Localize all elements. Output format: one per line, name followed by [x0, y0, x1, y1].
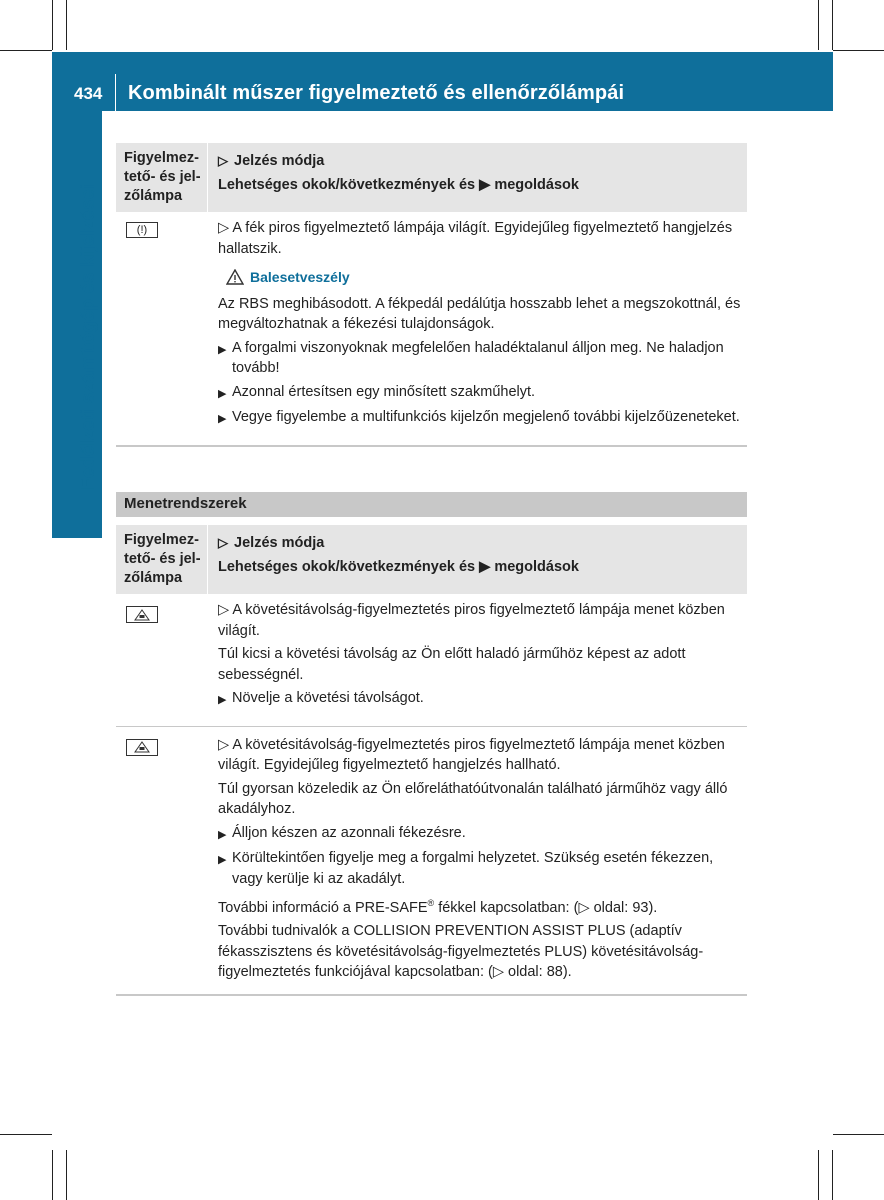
- row-text: Túl gyorsan közeledik az Ön előreláthatóútvonalán található járműhöz vagy álló akadályhoz.: [218, 780, 728, 817]
- header-text: Figyelmez-: [124, 150, 199, 166]
- table-header: [116, 143, 747, 212]
- crop-mark: [832, 1150, 833, 1200]
- bullet-icon: ▶: [218, 694, 227, 706]
- crop-mark: [832, 0, 833, 50]
- page-reference-link[interactable]: További tudnivalók a COLLISION PREVENTION ASSIST PLUS (adaptív fékasszisztens és követésitávolság-figyelmeztetés PLUS) követésitávolság-figyelmeztetés funkciójával kapcsolatban: (▷ oldal: 88).: [218, 923, 704, 981]
- header-text: tető- és jel-: [124, 551, 201, 567]
- header-text: megoldások: [494, 177, 579, 193]
- table-header: [116, 525, 747, 594]
- crop-mark: [0, 1134, 52, 1135]
- header-text: tető- és jel-: [124, 169, 201, 185]
- outline-triangle-icon: ▷: [218, 220, 230, 236]
- table-row: [116, 727, 747, 996]
- header-text: Jelzés módja: [234, 535, 325, 551]
- side-section-label: Fedélzeti számítógép és kijelzései: [78, 183, 99, 490]
- header-divider: [115, 74, 116, 111]
- row-text: A követésitávolság-figyelmeztetés piros figyelmeztető lámpája menet közben világít. Egyidejűleg figyelmeztető hangjelzés hallható.: [218, 736, 725, 773]
- registered-mark: ®: [427, 898, 435, 908]
- filled-triangle-icon: ▶: [479, 559, 491, 575]
- crop-mark: [52, 0, 53, 50]
- row-text: Az RBS meghibásodott. A fékpedál pedálútja hosszabb lehet a megszokottnál, és megváltozhatnak a fékezési tulajdonságok.: [218, 295, 741, 332]
- bullet-icon: ▶: [218, 387, 227, 400]
- bullet-text: Körültekintően figyelje meg a forgalmi helyzetet. Szükség esetén fékezzen, vagy kerülje ki az akadályt.: [232, 850, 714, 887]
- bullet-icon: ▶: [218, 828, 227, 841]
- page-reference-link[interactable]: fékkel kapcsolatban: (▷ oldal: 93).: [434, 899, 658, 916]
- crop-mark: [818, 1150, 819, 1200]
- table-row: [116, 594, 747, 727]
- crop-mark: [52, 1150, 53, 1200]
- bullet-icon: ▶: [218, 854, 227, 866]
- crop-mark: [833, 1134, 884, 1135]
- crop-mark: [818, 0, 819, 50]
- brake-warning-icon: (!): [126, 222, 158, 238]
- section-heading: Menetrendszerek: [116, 492, 747, 517]
- row-text: A fék piros figyelmeztető lámpája világít. Egyidejűleg figyelmeztető hangjelzés hallatszik.: [218, 220, 733, 257]
- header-text: zőlámpa: [124, 570, 183, 586]
- header-text: Lehetséges okok/következmények és: [218, 559, 476, 575]
- distance-warning-icon: [126, 739, 158, 756]
- bullet-text: A forgalmi viszonyoknak megfelelően haladéktalanul álljon meg. Ne haladjon tovább!: [232, 339, 724, 376]
- table-header-col1: [116, 143, 208, 212]
- crop-mark: [833, 50, 884, 51]
- outline-triangle-icon: ▷: [218, 736, 230, 753]
- warning-box: [226, 267, 741, 288]
- filled-triangle-icon: ▶: [479, 177, 491, 193]
- table-header-col2: [208, 525, 747, 594]
- outline-triangle-icon: ▷: [218, 602, 230, 618]
- warning-label: Balesetveszély: [250, 269, 350, 285]
- page-title: Kombinált műszer figyelmeztető és ellenőrzőlámpái: [128, 82, 625, 104]
- distance-warning-icon: [126, 606, 158, 623]
- bullet-text: Azonnal értesítsen egy minősített szakműhelyt.: [232, 383, 536, 400]
- table-row: [116, 212, 747, 447]
- page-number: 434: [74, 84, 103, 103]
- crop-mark: [66, 1150, 67, 1200]
- header-text: zőlámpa: [124, 188, 183, 204]
- outline-triangle-icon: ▷: [218, 153, 228, 168]
- warning-table-brakes: [116, 143, 747, 447]
- bullet-text: Növelje a követési távolságot.: [232, 690, 424, 706]
- header-text: Figyelmez-: [124, 532, 199, 548]
- header-text: Lehetséges okok/következmények és: [218, 177, 476, 193]
- bullet-icon: ▶: [218, 413, 227, 425]
- row-text: További információ a PRE-SAFE: [218, 899, 428, 916]
- row-text: A követésitávolság-figyelmeztetés piros figyelmeztető lámpája menet közben világít.: [218, 602, 725, 639]
- bullet-text: Álljon készen az azonnali fékezésre.: [232, 824, 466, 841]
- bullet-icon: ▶: [218, 343, 227, 356]
- table-header-col2: [208, 143, 747, 212]
- warning-table-driving-systems: [116, 525, 747, 996]
- header-text: megoldások: [494, 559, 579, 575]
- outline-triangle-icon: ▷: [218, 535, 228, 550]
- warning-triangle-icon: [226, 269, 244, 285]
- header-text: Jelzés módja: [234, 153, 325, 169]
- crop-mark: [66, 0, 67, 50]
- bullet-text: Vegye figyelembe a multifunkciós kijelzőn megjelenő további kijelzőüzeneteket.: [232, 409, 740, 425]
- row-text: Túl kicsi a követési távolság az Ön előtt haladó járműhöz képest az adott sebességnél.: [218, 646, 686, 683]
- crop-mark: [0, 50, 52, 51]
- table-header-col1: [116, 525, 208, 594]
